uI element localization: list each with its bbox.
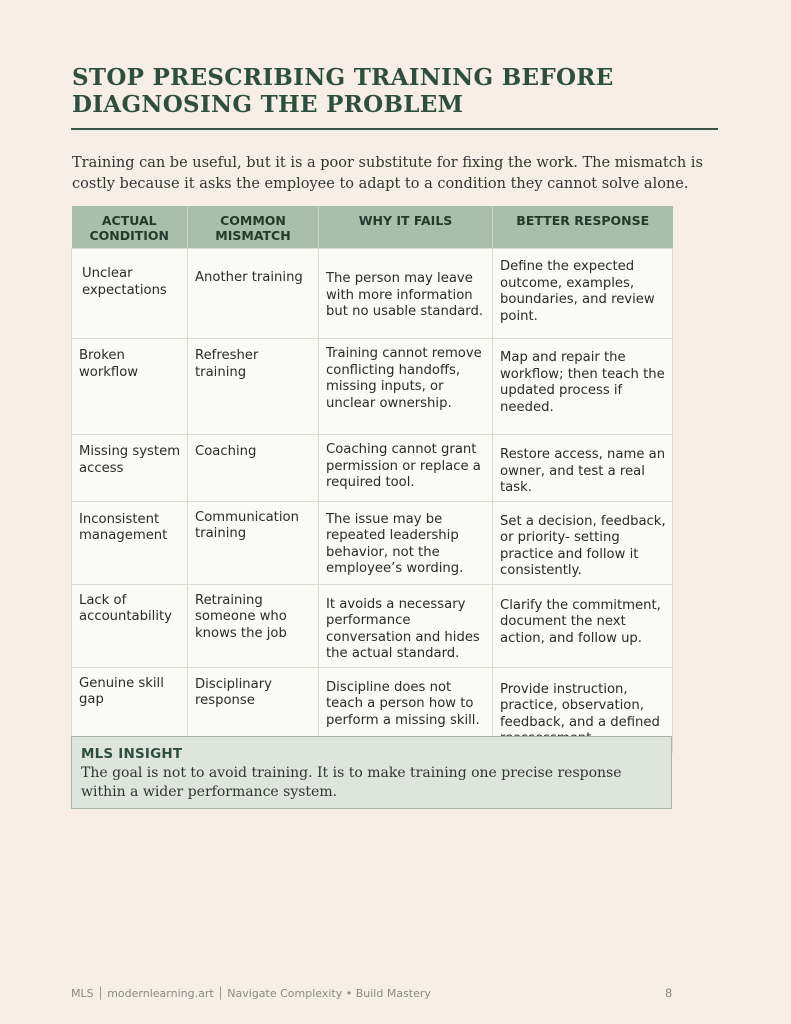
page-title [72,64,692,118]
table-row [72,584,673,667]
table-row [72,249,673,339]
cell-better-response: Provide instruction, practice, observation, feedback, and a defined [493,667,673,752]
cell-why-it-fails: It avoids a necessary performance conversation and hides the actual standard. [319,584,493,667]
page-title-line-2: DIAGNOSING THE PROBLEM [72,91,464,118]
cell-common-mismatch: Coaching [188,435,319,502]
cell-why-it-fails: Training cannot remove conflicting handoffs, missing inputs, or unclear ownership. [319,339,493,435]
cell-why-it-fails: Discipline does not teach a person how to perform a missing skill. [319,667,493,752]
column-header-why-it-fails: WHY IT FAILS [319,206,493,249]
column-header-actual-condition: ACTUAL CONDITION [72,206,188,249]
cell-actual-condition: Lack of accountability [72,584,188,667]
cell-common-mismatch: Disciplinary response [188,667,319,752]
table-row [72,435,673,502]
cell-common-mismatch: Refresher training [188,339,319,435]
cell-actual-condition: Genuine skill gap [72,667,188,752]
cell-common-mismatch: Communication training [188,501,319,584]
insight-text: The goal is not to avoid training. It is to make training one precise response within a wider performance system. [81,765,622,800]
table-header-row [72,206,673,249]
cell-actual-condition: Unclear expectations [72,249,188,339]
cell-why-it-fails: The issue may be repeated leadership behavior, not the employee’s wording. [319,501,493,584]
title-divider [71,128,718,130]
diagnosis-table [71,206,673,753]
intro-paragraph: Training can be useful, but it is a poor substitute for fixing the work. The mismatch is costly because it asks the employee to adapt to a condition they cannot solve alone. [72,155,703,192]
cell-better-response: Map and repair the workflow; then teach the updated process if needed. [493,339,673,435]
page-title-line-1: STOP PRESCRIBING TRAINING BEFORE [72,64,614,91]
cell-common-mismatch: Another training [188,249,319,339]
page-number: 8 [665,986,673,1000]
column-header-better-response: BETTER RESPONSE [493,206,673,249]
cell-why-it-fails: The person may leave with more information but no usable standard. [319,249,493,339]
cell-why-it-fails: Coaching cannot grant permission or replace a required tool. [319,435,493,502]
footer-text: MLS │ modernlearning.art │ Navigate Complexity • Build Mastery [71,987,431,1000]
column-header-common-mismatch: COMMON MISMATCH [188,206,319,249]
insight-label: MLS INSIGHT [81,746,183,762]
table-row [72,339,673,435]
cell-common-mismatch: Retraining someone who knows the job [188,584,319,667]
insight-callout [71,736,672,809]
cell-actual-condition: Broken workflow [72,339,188,435]
table-row [72,501,673,584]
cell-better-response: Set a decision, feedback, or priority- setting practice and follow it consistently. [493,501,673,584]
cell-better-response: Define the expected outcome, examples, boundaries, and review point. [493,249,673,339]
cell-better-response: Restore access, name an owner, and test a real task. [493,435,673,502]
cell-actual-condition: Missing system access [72,435,188,502]
cell-better-response: Clarify the commitment, document the next action, and follow up. [493,584,673,667]
cell-actual-condition: Inconsistent management [72,501,188,584]
